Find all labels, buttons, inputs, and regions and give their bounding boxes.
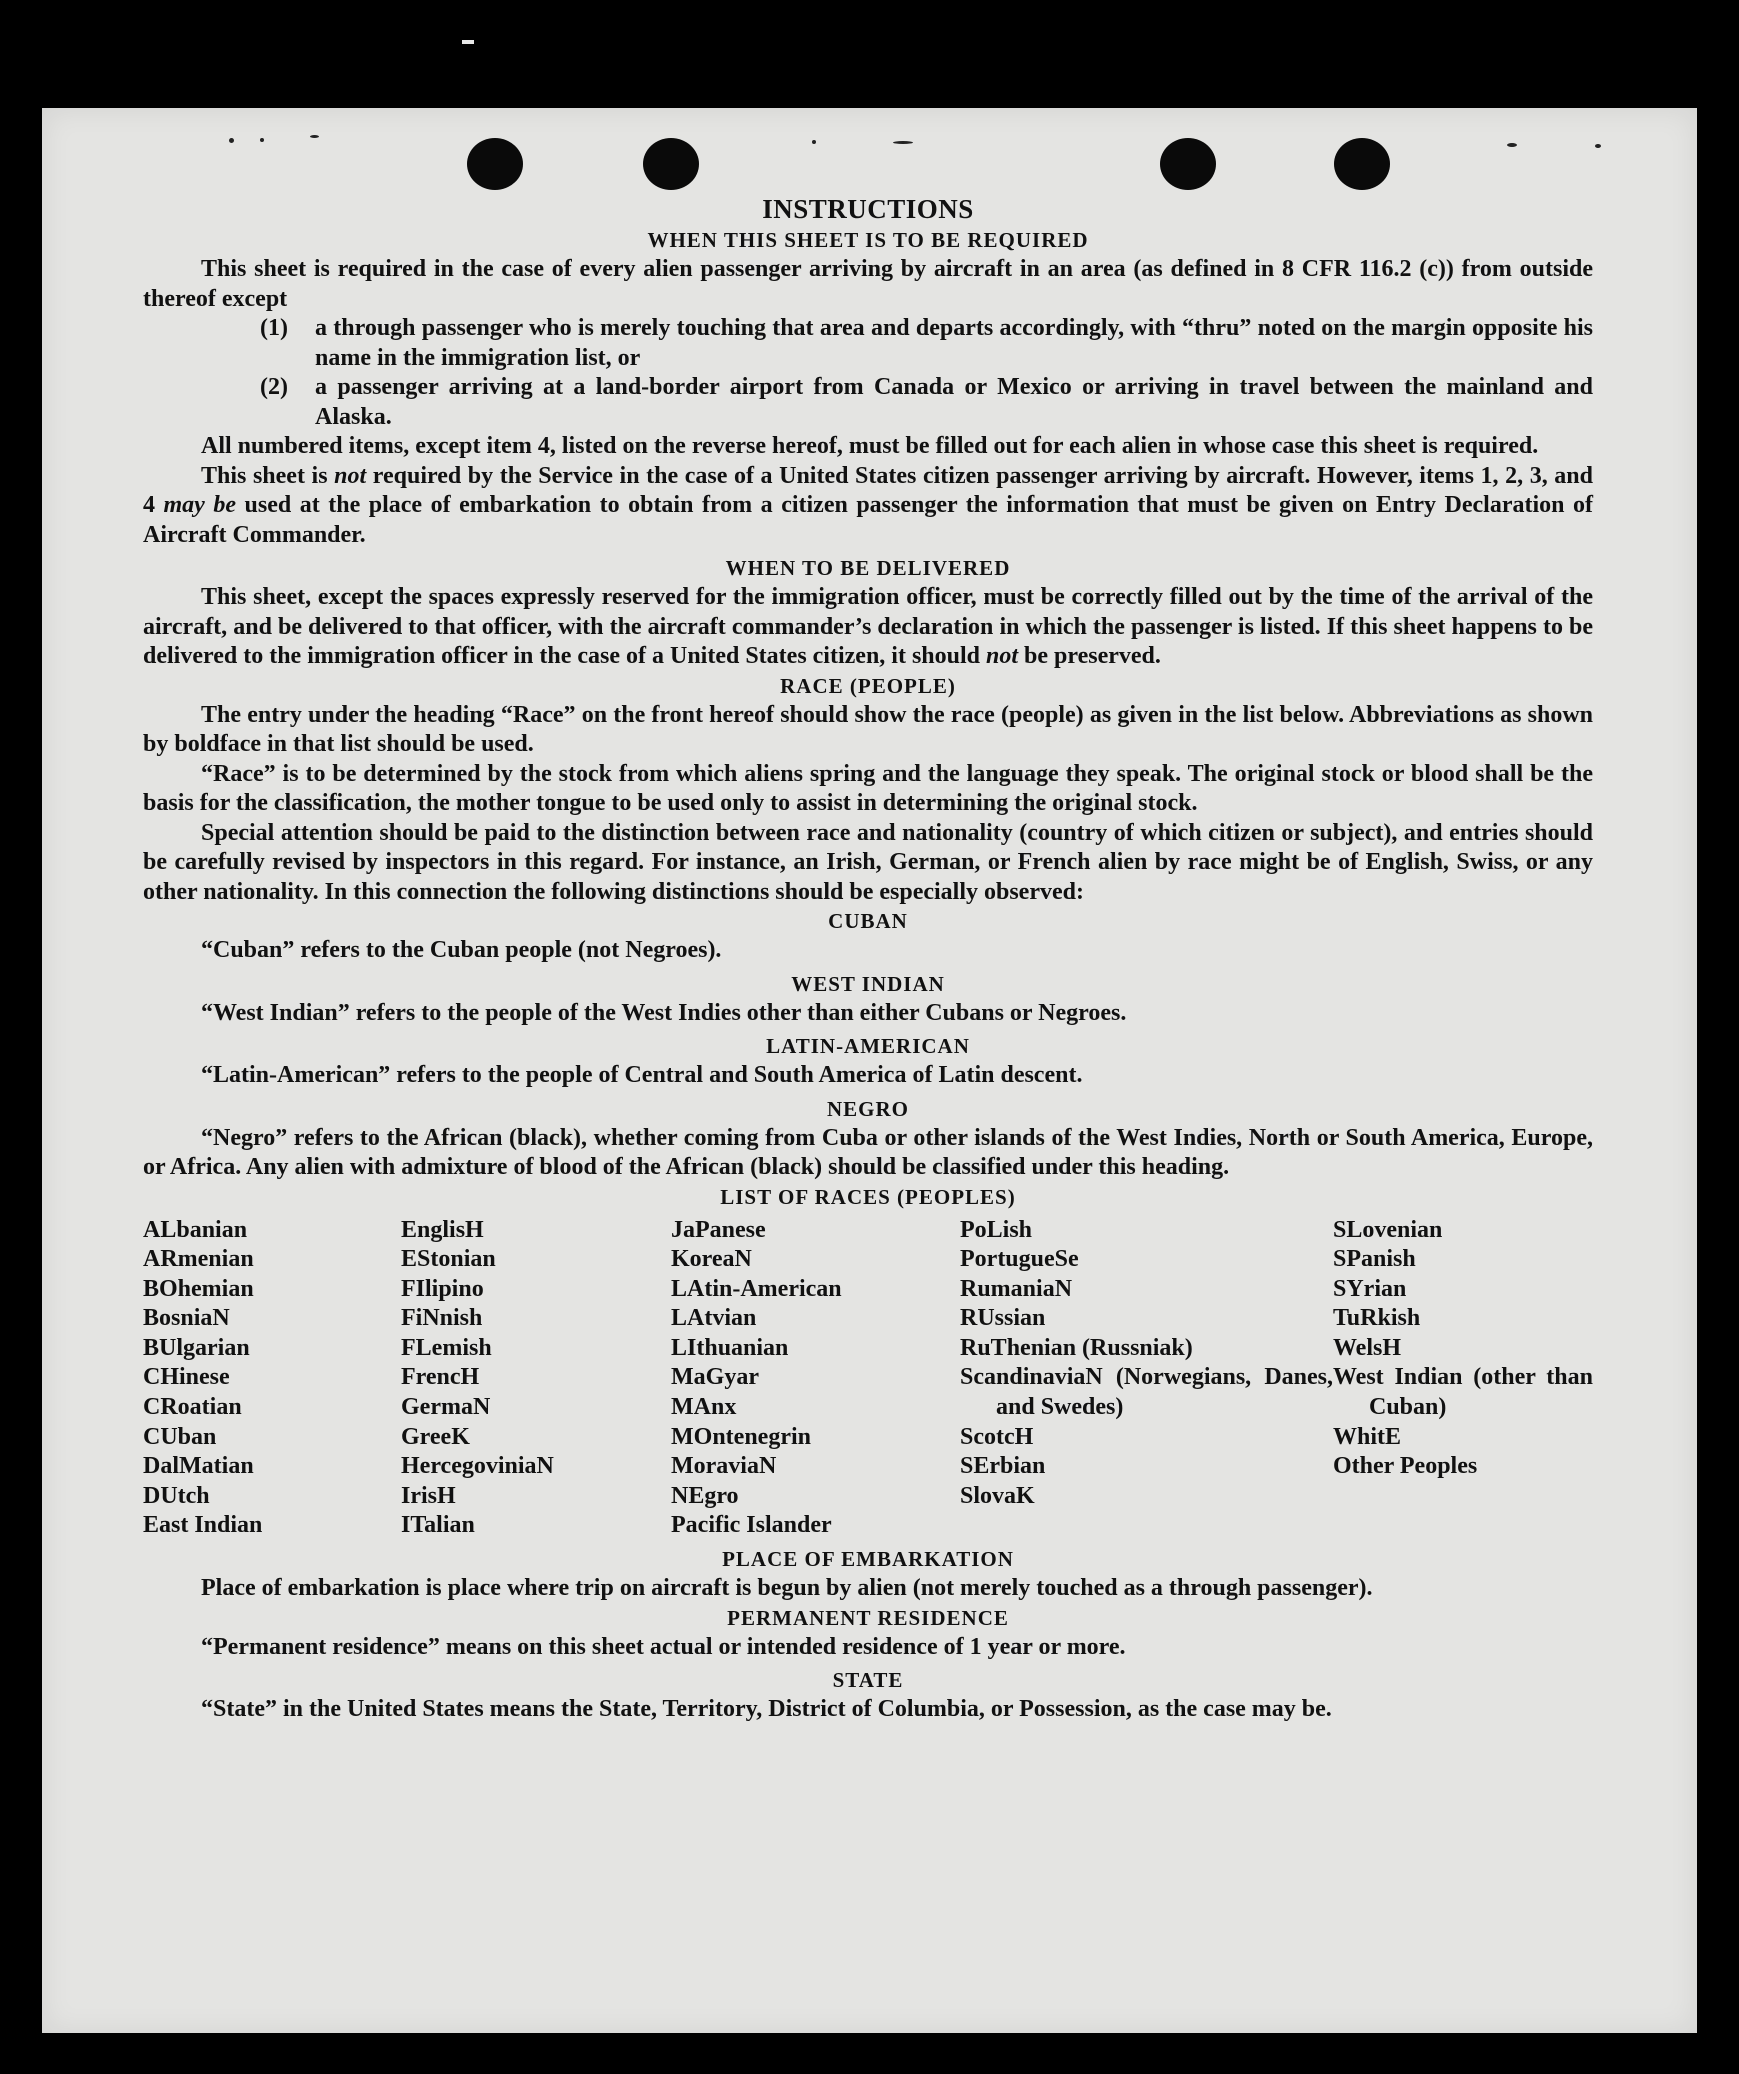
race-list-item: DalMatian <box>143 1453 254 1480</box>
paragraph-state: “State” in the United States means the State, Territory, District of Columbia, or Possession, as the case may be. <box>201 1696 1332 1723</box>
punch-hole <box>467 138 523 190</box>
race-list-item: BUlgarian <box>143 1334 250 1361</box>
race-list-item: West Indian (other than Cuban) <box>1333 1364 1593 1421</box>
race-list-item: RUssian <box>960 1305 1046 1332</box>
list-item <box>143 373 1593 432</box>
race-list-item: RuThenian (Russniak) <box>960 1334 1193 1361</box>
section-heading-negro: NEGRO <box>826 1096 909 1121</box>
race-list-item: East Indian <box>143 1512 263 1539</box>
race-list-item: EnglisH <box>401 1216 484 1243</box>
races-column <box>401 1216 671 1542</box>
scan-artifact-mark <box>462 40 474 44</box>
section-heading-cuban: CUBAN <box>828 909 908 933</box>
race-list-item: ARmenian <box>143 1246 254 1273</box>
race-list-item: ITalian <box>401 1512 475 1539</box>
item-text: a through passenger who is merely touching that area and departs accordingly, with “thru” noted on the margin opposite his name in the immigration list, or <box>315 315 1593 371</box>
text-run: This sheet, except the spaces expressly reserved for the immigration officer, must be correctly filled out by the time of the arrival of the aircraft, and be delivered to that officer, with the aircraft commander’s declaration in which the passenger is listed. If this sheet happens to be delivered to the immigration officer in the case of a United States citizen, it should <box>143 584 1593 669</box>
race-list-item: WhitE <box>1333 1423 1402 1450</box>
italic-run: not <box>334 462 367 489</box>
race-list-item: CHinese <box>143 1364 230 1391</box>
paragraph-cuban: “Cuban” refers to the Cuban people (not Negroes). <box>201 937 722 963</box>
item-number: (1) <box>260 315 288 341</box>
race-list-item: SLovenian <box>1333 1216 1443 1243</box>
race-list-item: ScotcH <box>960 1423 1034 1450</box>
paragraph-residence: “Permanent residence” means on this sheet actual or intended residence of 1 year or more. <box>201 1633 1126 1660</box>
scan-speck <box>1595 144 1601 148</box>
scan-speck <box>1507 143 1517 147</box>
race-list-item: MaGyar <box>671 1364 759 1391</box>
race-list-item: PortugueSe <box>960 1246 1079 1273</box>
paragraph-race-1: The entry under the heading “Race” on the front hereof should show the race (people) as given in the list below. Abbreviations as shown by boldface in that list should be used. <box>143 701 1593 757</box>
race-list-item: FLemish <box>401 1334 492 1361</box>
section-heading-delivered: WHEN TO BE DELIVERED <box>725 556 1011 580</box>
item-number: (2) <box>260 374 288 400</box>
race-list-item: NEgro <box>671 1482 739 1509</box>
race-list-item: FiNnish <box>401 1305 483 1332</box>
race-list-item: HercegoviniaN <box>401 1453 554 1480</box>
item-text: a passenger arriving at a land-border airport from Canada or Mexico or arriving in travel between the mainland and Alaska. <box>315 374 1593 430</box>
race-list-item: PoLish <box>960 1216 1033 1243</box>
text-run: required by the Service in the case of a United States citizen passenger arriving by aircraft. However, items 1, 2, 3, and 4 <box>143 462 1593 518</box>
race-list-item: SPanish <box>1333 1246 1416 1273</box>
race-list-item: MOntenegrin <box>671 1423 811 1450</box>
race-list-item: LAtvian <box>671 1305 757 1332</box>
race-list-item: SErbian <box>960 1453 1046 1480</box>
section-heading-race: RACE (PEOPLE) <box>780 673 956 698</box>
race-list-item: JaPanese <box>671 1216 766 1243</box>
paragraph-embarkation: Place of embarkation is place where trip on aircraft is begun by alien (not merely touched as a through passenger). <box>201 1575 1373 1602</box>
paragraph-negro: “Negro” refers to the African (black), whether coming from Cuba or other islands of the West Indies, North or South America, Europe, or Africa. Any alien with admixture of blood of the African (black) should be classified under this heading. <box>143 1124 1593 1180</box>
race-list-item: DUtch <box>143 1482 210 1509</box>
scan-speck <box>229 138 234 143</box>
races-list <box>143 1216 1593 1542</box>
paragraph-numbered-items: All numbered items, except item 4, listed on the reverse hereof, must be filled out for each alien in whose case this sheet is required. <box>201 433 1539 459</box>
punch-hole <box>1334 138 1390 190</box>
race-list-item: ALbanian <box>143 1216 248 1243</box>
race-list-item: EStonian <box>401 1246 496 1273</box>
race-list-item: GreeK <box>401 1423 470 1450</box>
race-list-item: IrisH <box>401 1482 456 1509</box>
italic-run: not <box>986 643 1019 669</box>
section-heading-state: STATE <box>832 1668 904 1693</box>
paragraph-race-3: Special attention should be paid to the distinction between race and nationality (country of which citizen or subject), and entries should be carefully revised by inspectors in this regard. For instance, an Irish, German, or French alien by race might be of English, Swiss, or any other nationality. In this connection the following distinctions should be especially observed: <box>143 819 1593 905</box>
race-list-item: LAtin-American <box>671 1275 842 1302</box>
text-run: used at the place of embarkation to obtain from a citizen passenger the information that must be given on Entry Declaration of Aircraft Commander. <box>143 492 1593 548</box>
race-list-item: LIthuanian <box>671 1334 789 1361</box>
section-heading-required: WHEN THIS SHEET IS TO BE REQUIRED <box>647 228 1089 252</box>
punch-hole <box>1160 138 1216 190</box>
race-list-item: FrencH <box>401 1364 480 1391</box>
race-list-item: ScandinaviaN (Norwegians, Danes, and Swedes) <box>960 1364 1333 1421</box>
list-item <box>143 314 1593 373</box>
scan-speck <box>812 140 816 144</box>
race-list-item: SYrian <box>1333 1275 1407 1302</box>
race-list-item: BosniaN <box>143 1305 230 1332</box>
race-list-item: SlovaK <box>960 1482 1035 1509</box>
scan-speck <box>310 135 319 138</box>
section-heading-west-indian: WEST INDIAN <box>791 971 945 996</box>
page-title: INSTRUCTIONS <box>762 194 974 224</box>
race-list-item: KoreaN <box>671 1246 752 1273</box>
races-column <box>960 1216 1333 1542</box>
race-list-item: Pacific Islander <box>671 1512 832 1539</box>
race-list-item: MAnx <box>671 1394 737 1421</box>
text-run: This sheet is <box>201 462 335 489</box>
race-list-item: Other Peoples <box>1333 1453 1478 1480</box>
section-heading-embarkation: PLACE OF EMBARKATION <box>722 1547 1014 1572</box>
race-list-item: RumaniaN <box>960 1275 1073 1302</box>
italic-run: may be <box>163 492 237 518</box>
section-heading-latin-american: LATIN-AMERICAN <box>766 1034 970 1058</box>
race-list-item: WelsH <box>1333 1334 1402 1361</box>
instructions-content <box>143 192 1593 1725</box>
paragraph-race-2: “Race” is to be determined by the stock from which aliens spring and the language they speak. The original stock or blood shall be the basis for the classification, the mother tongue to be used only to assist in determining the original stock. <box>143 760 1593 816</box>
race-list-item: CUban <box>143 1423 217 1450</box>
race-list-item: CRoatian <box>143 1394 242 1421</box>
punch-hole <box>643 138 699 190</box>
document-sheet <box>42 108 1697 2033</box>
race-list-item: FIlipino <box>401 1275 484 1302</box>
race-list-item: MoraviaN <box>671 1453 777 1480</box>
paragraph-latin-american: “Latin-American” refers to the people of Central and South America of Latin descent. <box>201 1062 1083 1088</box>
races-column <box>1333 1216 1593 1542</box>
paragraph-delivered <box>143 583 1593 672</box>
section-heading-residence: PERMANENT RESIDENCE <box>727 1605 1009 1630</box>
scan-speck <box>260 138 264 142</box>
race-list-item: BOhemian <box>143 1275 254 1302</box>
race-list-item: TuRkish <box>1333 1305 1421 1332</box>
races-column <box>671 1216 960 1542</box>
paragraph-citizen <box>143 462 1593 551</box>
scan-speck <box>893 141 913 144</box>
text-run: be preserved. <box>1018 643 1161 669</box>
paragraph-required-intro: This sheet is required in the case of every alien passenger arriving by aircraft in an area (as defined in 8 CFR 116.2 (c)) from outside thereof except <box>143 256 1593 312</box>
race-list-item: GermaN <box>401 1394 491 1421</box>
section-heading-races-list: LIST OF RACES (PEOPLES) <box>720 1184 1016 1209</box>
paragraph-west-indian: “West Indian” refers to the people of the West Indies other than either Cubans or Negroes. <box>201 999 1127 1026</box>
races-column <box>143 1216 401 1542</box>
